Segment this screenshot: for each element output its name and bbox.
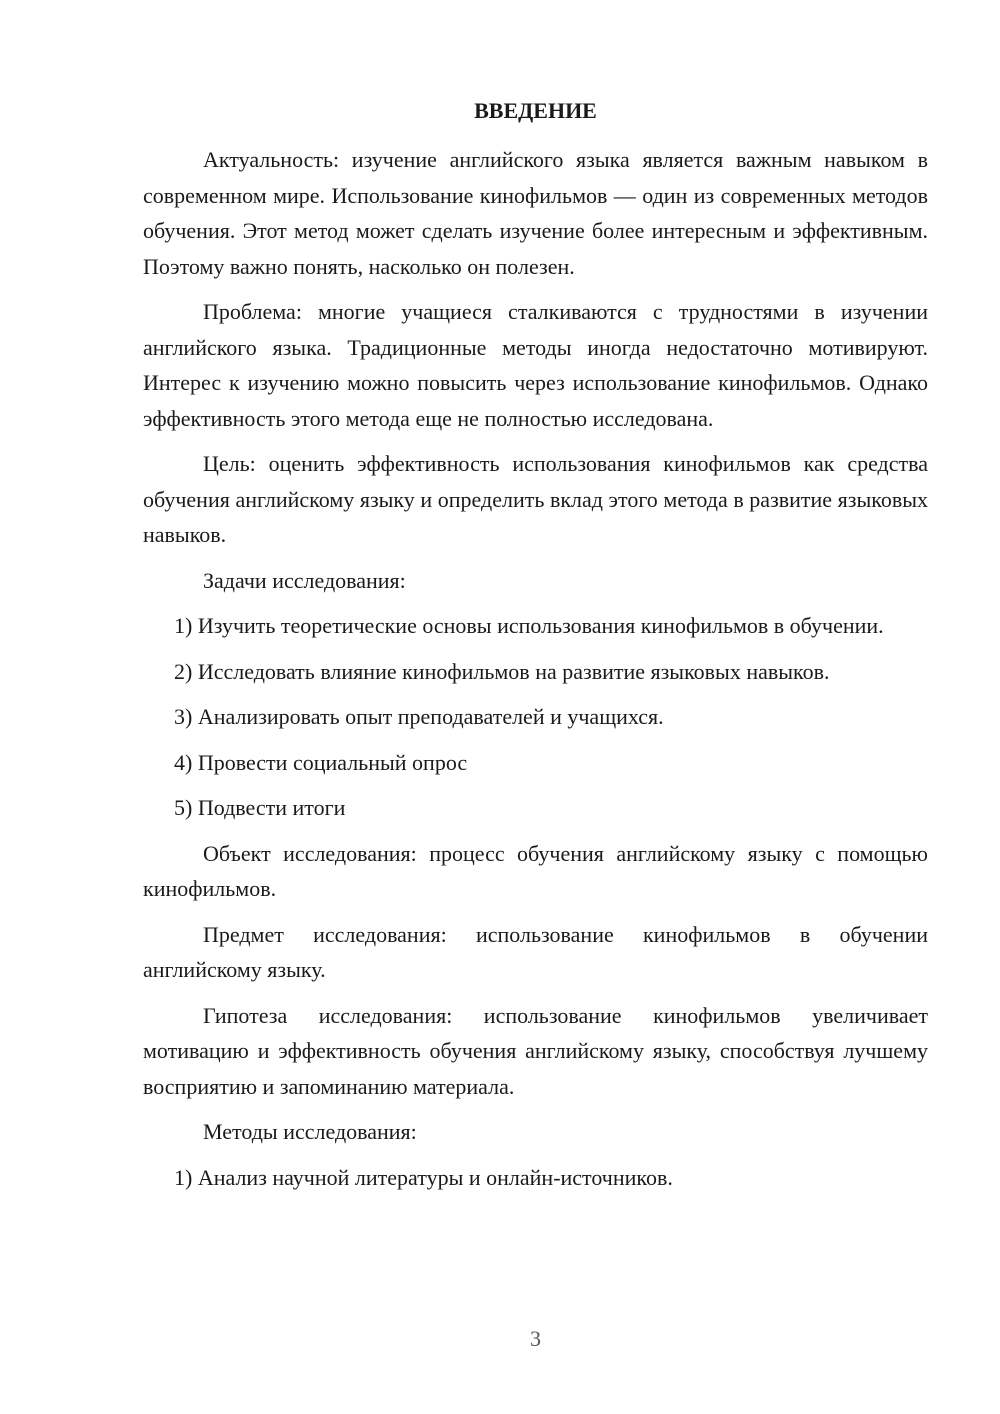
page-number: 3 [530, 1326, 541, 1351]
page-title: ВВЕДЕНИЕ [474, 98, 597, 123]
task-item: 1) Изучить теоретические основы использования кинофильмов в обучении. [174, 613, 884, 638]
document-body [143, 142, 928, 1205]
paragraph-hypothesis: Гипотеза исследования: использование кинофильмов увеличивает мотивацию и эффективность обучения английскому языку, способствуя лучшему восприятию и запоминанию материала. [143, 1002, 928, 1099]
task-item: 2) Исследовать влияние кинофильмов на развитие языковых навыков. [174, 658, 830, 684]
paragraph-relevance: Актуальность: изучение английского языка является важным навыком в современном мире. Использование кинофильмов — один из современных методов обучения. Этот метод может сделать изучение более интересным и эффективным. Поэтому важно понять, насколько он полезен. [143, 147, 928, 279]
paragraph-goal: Цель: оценить эффективность использования кинофильмов как средства обучения английскому языку и определить вклад этого метода в развитие языковых навыков. [143, 451, 928, 547]
tasks-heading: Задачи исследования: [203, 567, 406, 593]
methods-heading: Методы исследования: [203, 1119, 417, 1144]
paragraph-subject: Предмет исследования: использование кинофильмов в обучении английскому языку. [143, 921, 928, 982]
method-item: 1) Анализ научной литературы и онлайн-источников. [174, 1164, 673, 1190]
task-item: 3) Анализировать опыт преподавателей и учащихся. [174, 704, 664, 729]
paragraph-object: Объект исследования: процесс обучения английскому языку с помощью кинофильмов. [143, 840, 928, 901]
document-page [143, 0, 928, 1414]
task-item: 5) Подвести итоги [174, 795, 346, 820]
task-item: 4) Провести социальный опрос [174, 749, 468, 775]
paragraph-problem: Проблема: многие учащиеся сталкиваются с трудностями в изучении английского языка. Традиционные методы иногда недостаточно мотивируют. Интерес к изучению можно повысить через использование кинофильмов. Однако эффективность этого метода еще не полностью исследована. [143, 299, 928, 431]
